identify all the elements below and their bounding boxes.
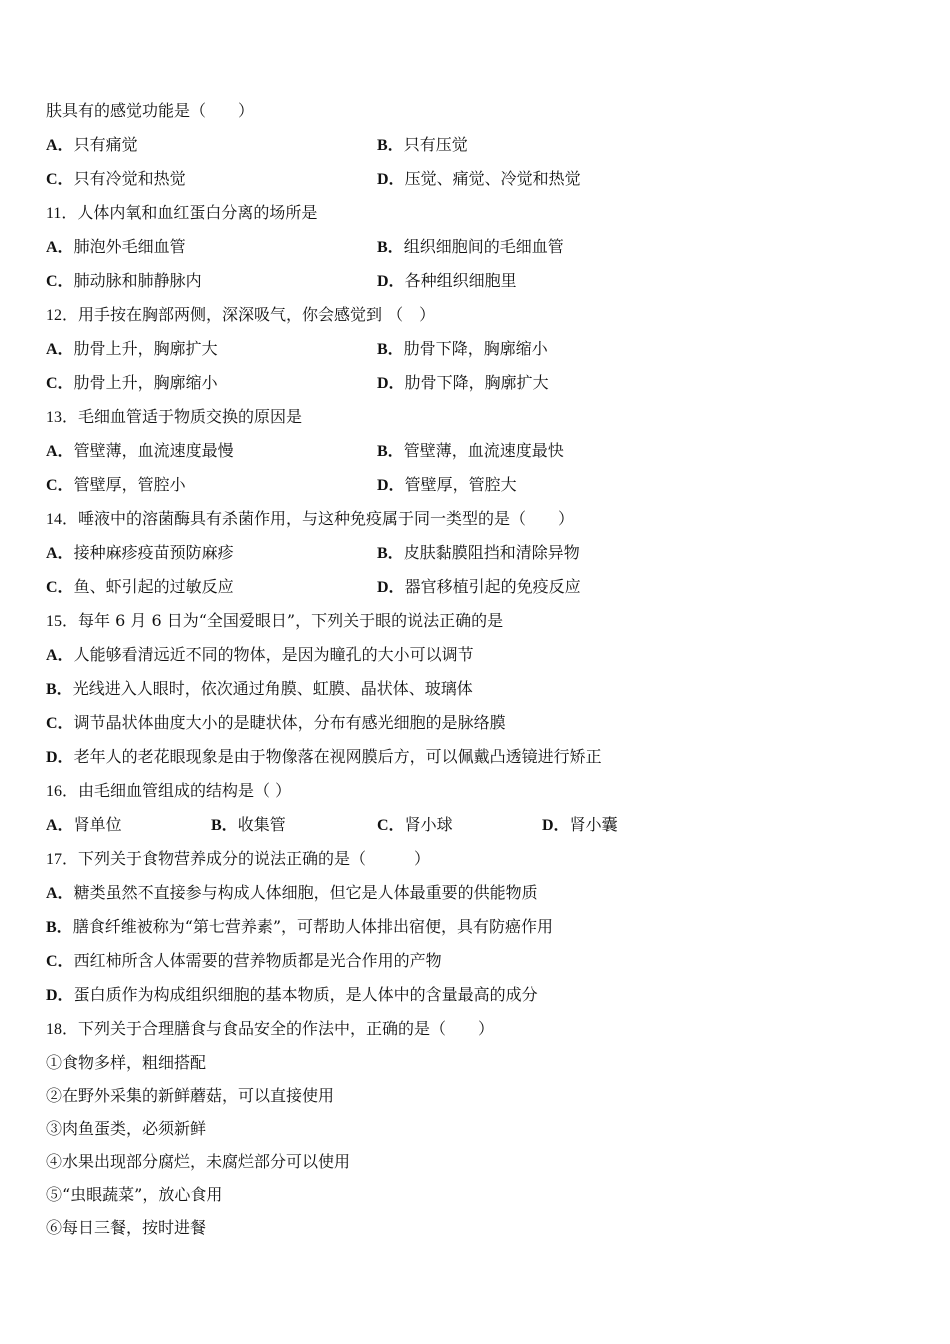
option-label: A．	[46, 817, 74, 834]
q10-option-b	[377, 134, 468, 157]
q18-item-1: ①食物多样，粗细搭配	[46, 1053, 207, 1072]
q11-option-a	[46, 236, 186, 259]
option-label: B．	[377, 341, 404, 358]
option-label: D．	[377, 375, 405, 392]
option-text: 肺泡外毛细血管	[73, 237, 186, 256]
q16-option-a	[46, 814, 122, 837]
option-label: C．	[377, 817, 405, 834]
question-text: 人体内氧和血红蛋白分离的场所是	[77, 203, 318, 222]
q13-option-b	[377, 440, 564, 463]
option-label: D．	[377, 579, 405, 596]
q14-option-c	[46, 576, 234, 599]
option-text: 人能够看清远近不同的物体，是因为瞳孔的大小可以调节	[73, 645, 474, 664]
option-text: 只有冷觉和热觉	[73, 169, 186, 188]
q16-option-c	[377, 814, 453, 837]
question-12-stem	[46, 304, 435, 327]
option-label: D．	[377, 171, 405, 188]
option-label: C．	[46, 171, 74, 188]
q18-item-3: ③肉鱼蛋类，必须新鲜	[46, 1119, 207, 1138]
question-text: 肤具有的感觉功能是（ ）	[46, 101, 255, 120]
option-text: 肺动脉和肺静脉内	[73, 271, 202, 290]
q12-option-c	[46, 372, 218, 395]
question-number: 16．	[46, 783, 79, 800]
option-text: 管壁薄，血流速度最慢	[73, 441, 234, 460]
q10-option-a	[46, 134, 138, 157]
question-13-stem	[46, 406, 302, 429]
option-label: C．	[46, 375, 74, 392]
question-number: 14．	[46, 511, 79, 528]
question-number: 18．	[46, 1021, 79, 1038]
q17-option-d	[46, 984, 538, 1007]
q12-option-a	[46, 338, 218, 361]
q11-option-c	[46, 270, 202, 293]
option-label: B．	[377, 443, 404, 460]
option-text: 糖类虽然不直接参与构成人体细胞，但它是人体最重要的供能物质	[73, 883, 538, 902]
option-text: 只有压觉	[403, 135, 468, 154]
option-text: 只有痛觉	[73, 135, 138, 154]
question-text: 用手按在胸部两侧，深深吸气，你会感觉到 （ ）	[78, 305, 436, 324]
option-label: C．	[46, 477, 74, 494]
option-text: 各种组织细胞里	[404, 271, 517, 290]
option-label: D．	[542, 817, 570, 834]
q17-option-b	[46, 916, 553, 939]
option-text: 老年人的老花眼现象是由于物像落在视网膜后方，可以佩戴凸透镜进行矫正	[73, 747, 602, 766]
option-text: 肋骨下降，胸廓缩小	[403, 339, 548, 358]
option-text: 皮肤黏膜阻挡和清除异物	[403, 543, 580, 562]
question-number: 11．	[46, 205, 78, 222]
option-text: 接种麻疹疫苗预防麻疹	[73, 543, 234, 562]
question-14-stem	[46, 508, 574, 531]
option-text: 肋骨下降，胸廓扩大	[404, 373, 549, 392]
question-17-stem	[46, 848, 430, 871]
option-label: D．	[46, 987, 74, 1004]
option-text: 管壁薄，血流速度最快	[403, 441, 564, 460]
option-label: C．	[46, 579, 74, 596]
option-text: 肋骨上升，胸廓缩小	[73, 373, 218, 392]
question-number: 13．	[46, 409, 79, 426]
q14-option-b	[377, 542, 580, 565]
option-text: 器官移植引起的免疫反应	[404, 577, 581, 596]
option-label: D．	[377, 273, 405, 290]
q18-item-5: ⑤“虫眼蔬菜”，放心食用	[46, 1185, 223, 1204]
question-text: 毛细血管适于物质交换的原因是	[78, 407, 303, 426]
option-text: 肋骨上升，胸廓扩大	[73, 339, 218, 358]
q18-item-2: ②在野外采集的新鲜蘑菇，可以直接使用	[46, 1086, 335, 1105]
q18-item-4: ④水果出现部分腐烂，未腐烂部分可以使用	[46, 1152, 351, 1171]
q14-option-d	[377, 576, 581, 599]
q17-option-a	[46, 882, 538, 905]
q17-option-c	[46, 950, 442, 973]
option-text: 管壁厚，管腔小	[73, 475, 186, 494]
q16-option-b	[211, 814, 286, 837]
q11-option-b	[377, 236, 564, 259]
option-text: 收集管	[237, 815, 286, 834]
q15-option-c	[46, 712, 506, 735]
question-18-stem	[46, 1018, 494, 1041]
q13-option-c	[46, 474, 186, 497]
question-15-stem	[46, 610, 503, 633]
option-text: 肾小囊	[569, 815, 618, 834]
option-label: B．	[377, 545, 404, 562]
q12-option-b	[377, 338, 548, 361]
option-text: 压觉、痛觉、冷觉和热觉	[404, 169, 581, 188]
option-label: B．	[46, 681, 73, 698]
question-number: 12．	[46, 307, 79, 324]
q14-option-a	[46, 542, 234, 565]
q11-option-d	[377, 270, 517, 293]
option-label: A．	[46, 443, 74, 460]
option-text: 管壁厚，管腔大	[404, 475, 517, 494]
q10-option-d	[377, 168, 581, 191]
q13-option-d	[377, 474, 517, 497]
question-number: 15．	[46, 613, 79, 630]
q12-option-d	[377, 372, 549, 395]
option-label: D．	[46, 749, 74, 766]
option-label: C．	[46, 715, 74, 732]
question-text: 下列关于食物营养成分的说法正确的是（ ）	[78, 849, 431, 868]
q16-option-d	[542, 814, 618, 837]
option-text: 西红柿所含人体需要的营养物质都是光合作用的产物	[73, 951, 442, 970]
option-text: 蛋白质作为构成组织细胞的基本物质，是人体中的含量最高的成分	[73, 985, 538, 1004]
option-text: 组织细胞间的毛细血管	[403, 237, 564, 256]
option-text: 肾单位	[73, 815, 122, 834]
option-text: 调节晶状体曲度大小的是睫状体，分布有感光细胞的是脉络膜	[73, 713, 506, 732]
question-16-stem	[46, 780, 291, 803]
question-text: 每年 6 月 6 日为“全国爱眼日”，下列关于眼的说法正确的是	[78, 611, 504, 630]
option-label: A．	[46, 545, 74, 562]
question-number: 17．	[46, 851, 79, 868]
option-label: A．	[46, 137, 74, 154]
option-label: B．	[46, 919, 73, 936]
question-11-stem	[46, 202, 317, 225]
option-text: 光线进入人眼时，依次通过角膜、虹膜、晶状体、玻璃体	[72, 679, 473, 698]
option-text: 膳食纤维被称为“第七营养素”，可帮助人体排出宿便，具有防癌作用	[72, 917, 554, 936]
option-label: B．	[377, 239, 404, 256]
option-text: 鱼、虾引起的过敏反应	[73, 577, 234, 596]
question-10-stem	[46, 100, 254, 122]
q15-option-b	[46, 678, 473, 701]
q18-item-6: ⑥每日三餐，按时进餐	[46, 1218, 207, 1237]
option-label: A．	[46, 885, 74, 902]
question-text: 唾液中的溶菌酶具有杀菌作用，与这种免疫属于同一类型的是（ ）	[78, 509, 575, 528]
option-label: A．	[46, 239, 74, 256]
option-label: D．	[377, 477, 405, 494]
q15-option-a	[46, 644, 474, 667]
question-text: 由毛细血管组成的结构是（ ）	[78, 781, 292, 800]
option-label: A．	[46, 647, 74, 664]
option-label: B．	[211, 817, 238, 834]
q15-option-d	[46, 746, 602, 769]
option-text: 肾小球	[404, 815, 453, 834]
option-label: B．	[377, 137, 404, 154]
option-label: A．	[46, 341, 74, 358]
option-label: C．	[46, 953, 74, 970]
q13-option-a	[46, 440, 234, 463]
option-label: C．	[46, 273, 74, 290]
q10-option-c	[46, 168, 186, 191]
question-text: 下列关于合理膳食与食品安全的作法中，正确的是（ ）	[78, 1019, 495, 1038]
